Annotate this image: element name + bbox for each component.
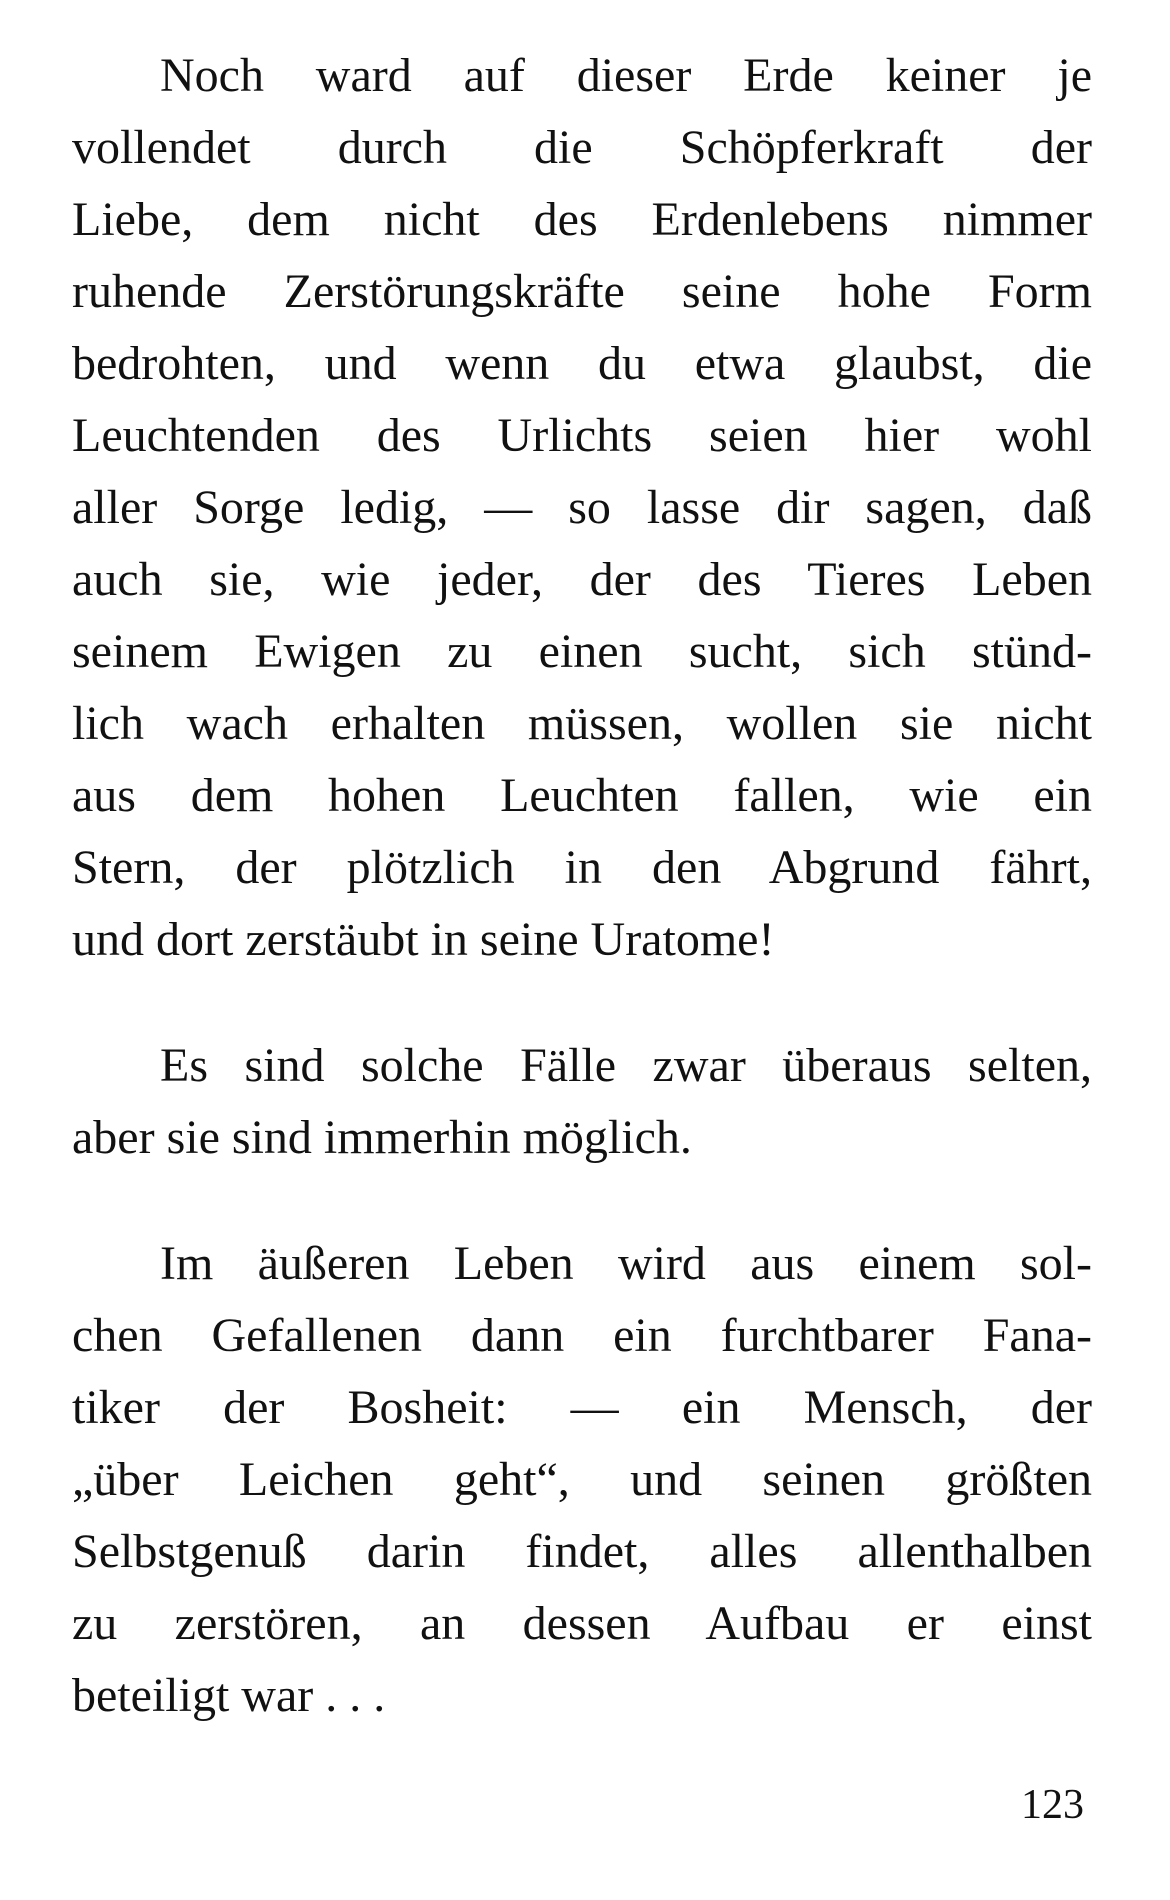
text-line: lich wach erhalten müssen, wollen sie nicht: [72, 697, 1092, 750]
text-line: Liebe, dem nicht des Erdenlebens nimmer: [72, 193, 1092, 246]
text-line: Noch ward auf dieser Erde keiner je: [160, 49, 1092, 102]
text-line: aber sie sind immerhin möglich.: [72, 1111, 692, 1164]
text-line: und dort zerstäubt in seine Uratome!: [72, 913, 775, 966]
text-line: tiker der Bosheit: — ein Mensch, der: [72, 1381, 1092, 1434]
text-line: Im äußeren Leben wird aus einem sol-: [160, 1237, 1092, 1290]
text-line: Stern, der plötzlich in den Abgrund fährt,: [72, 841, 1092, 894]
paragraph-1: [72, 40, 1092, 976]
text-line: Leuchtenden des Urlichts seien hier wohl: [72, 409, 1092, 462]
text-line: aller Sorge ledig, — so lasse dir sagen, daß: [72, 481, 1092, 534]
page-number: 123: [1021, 1782, 1084, 1828]
text-line: zu zerstören, an dessen Aufbau er einst: [72, 1597, 1092, 1650]
text-line: aus dem hohen Leuchten fallen, wie ein: [72, 769, 1092, 822]
text-line: Selbstgenuß darin findet, alles allenthalben: [72, 1525, 1092, 1578]
text-line: seinem Ewigen zu einen sucht, sich stünd-: [72, 625, 1092, 678]
text-line: „über Leichen geht“, und seinen größten: [72, 1453, 1092, 1506]
text-line: bedrohten, und wenn du etwa glaubst, die: [72, 337, 1092, 390]
text-line: auch sie, wie jeder, der des Tieres Leben: [72, 553, 1092, 606]
text-line: ruhende Zerstörungskräfte seine hohe Form: [72, 265, 1092, 318]
text-line: chen Gefallenen dann ein furchtbarer Fana-: [72, 1309, 1092, 1362]
text-line: beteiligt war . . .: [72, 1669, 386, 1722]
paragraph-spacer: [72, 976, 1092, 1030]
paragraph-spacer: [72, 1174, 1092, 1228]
paragraph-3: [72, 1228, 1092, 1732]
text-line: vollendet durch die Schöpferkraft der: [72, 121, 1092, 174]
book-page-text: [72, 40, 1092, 1732]
paragraph-2: [72, 1030, 1092, 1174]
text-line: Es sind solche Fälle zwar überaus selten,: [160, 1039, 1092, 1092]
